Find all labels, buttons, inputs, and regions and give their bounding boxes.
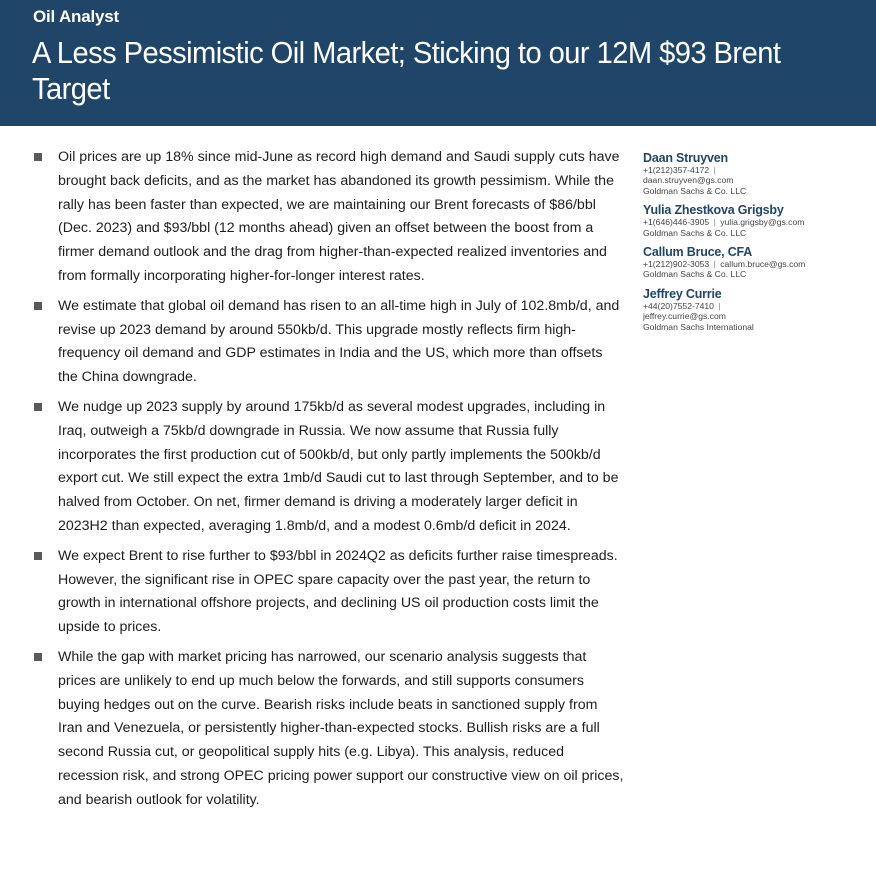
- author-card: [643, 245, 868, 280]
- author-email[interactable]: yulia.grigsby@gs.com: [720, 217, 805, 228]
- author-email[interactable]: callum.bruce@gs.com: [720, 259, 806, 270]
- phone-number: +1(646)446-3905: [643, 217, 710, 228]
- bullet-text: While the gap with market pricing has narrowed, our scenario analysis suggests that prices are unlikely to end up much below the forwards, and still supports consumers buying hedges out on the curve. Bearish risks include beats in sanctioned supply from Iran and Venezuela, or persistently higher-than-expected stocks. Bullish risks are a full second Russia cut, or geopolitical supply hits (e.g. Libya). This analysis, reduced recession risk, and strong OPEC pricing power support our constructive view on oil prices, and bearish outlook for volatility.: [58, 648, 624, 808]
- bullet-text: Oil prices are up 18% since mid-June as record high demand and Saudi supply cuts have brought back deficits, and as the market has abandoned its growth pessimism. While the rally has been faster than expected, we are maintaining our Brent forecasts of $86/bbl (Dec. 2023) and $93/bbl (12 months ahead) given an offset between the boost from a firmer demand outlook and the drag from higher-than-expected realized inventories and from formally incorporating higher-for-longer interest rates.: [58, 149, 620, 284]
- author-email[interactable]: daan.struyven@gs.com: [643, 175, 734, 186]
- bullet-item: [34, 396, 624, 539]
- author-name: Daan Struyven: [643, 151, 728, 165]
- publication-name: Oil Analyst: [33, 7, 119, 26]
- square-bullet-icon: [34, 153, 42, 161]
- author-phone: [643, 301, 868, 311]
- author-contact: [643, 259, 868, 269]
- separator: |: [713, 165, 716, 175]
- bullet-text: We nudge up 2023 supply by around 175kb/d as several modest upgrades, including in Iraq, outweigh a 75kb/d downgrade in Russia. We now assume that Russia fully incorporates the first production cut of 500kb/d, but only partly implements the 500kb/d export cut. We still expect the extra 1mb/d Saudi cut to last through September, and to be halved from October. On net, firmer demand is driving a moderately larger deficit in 2023H2 than expected, averaging 1.8mb/d, and a modest 0.6mb/d deficit in 2024.: [58, 398, 619, 534]
- square-bullet-icon: [34, 302, 42, 310]
- bullet-item: [34, 295, 624, 390]
- author-firm: Goldman Sachs International: [643, 321, 754, 332]
- bullet-item: [34, 545, 624, 640]
- author-card: [643, 287, 868, 332]
- author-phone: [643, 165, 868, 175]
- phone-number: +44(20)7552-7410: [643, 300, 714, 311]
- author-sidebar: [643, 151, 868, 339]
- separator: |: [713, 217, 716, 228]
- report-header: [0, 0, 876, 126]
- phone-number: +1(212)357-4172: [643, 165, 710, 175]
- square-bullet-icon: [34, 552, 42, 560]
- square-bullet-icon: [34, 403, 42, 411]
- author-contact: [643, 217, 868, 227]
- author-card: [643, 203, 868, 238]
- phone-number: +1(212)902-3053: [643, 259, 710, 270]
- bullet-text: We estimate that global oil demand has risen to an all-time high in July of 102.8mb/d, and revise up 2023 demand by around 550kb/d. This upgrade mostly reflects firm high-frequency oil demand and GDP estimates in India and the US, which more than offsets the China downgrade.: [58, 297, 620, 386]
- author-firm: Goldman Sachs & Co. LLC: [643, 269, 747, 280]
- separator: |: [713, 259, 716, 270]
- page-title: A Less Pessimistic Oil Market; Sticking to our 12M $93 Brent Target: [32, 35, 781, 106]
- square-bullet-icon: [34, 653, 42, 661]
- separator: |: [718, 300, 721, 311]
- summary-bullets: [34, 146, 624, 819]
- author-name: Callum Bruce, CFA: [643, 245, 753, 260]
- author-card: [643, 151, 868, 196]
- bullet-item: [34, 146, 624, 289]
- author-firm: Goldman Sachs & Co. LLC: [643, 227, 747, 238]
- author-firm: Goldman Sachs & Co. LLC: [643, 185, 747, 196]
- author-name: Yulia Zhestkova Grigsby: [643, 203, 784, 218]
- author-email[interactable]: jeffrey.currie@gs.com: [643, 311, 726, 322]
- bullet-text: We expect Brent to rise further to $93/bbl in 2024Q2 as deficits further raise timespreads. However, the significant rise in OPEC spare capacity over the past year, the return to growth in international offshore projects, and declining US oil production costs limit the upside to prices.: [58, 547, 618, 636]
- bullet-item: [34, 646, 624, 813]
- author-name: Jeffrey Currie: [643, 286, 722, 301]
